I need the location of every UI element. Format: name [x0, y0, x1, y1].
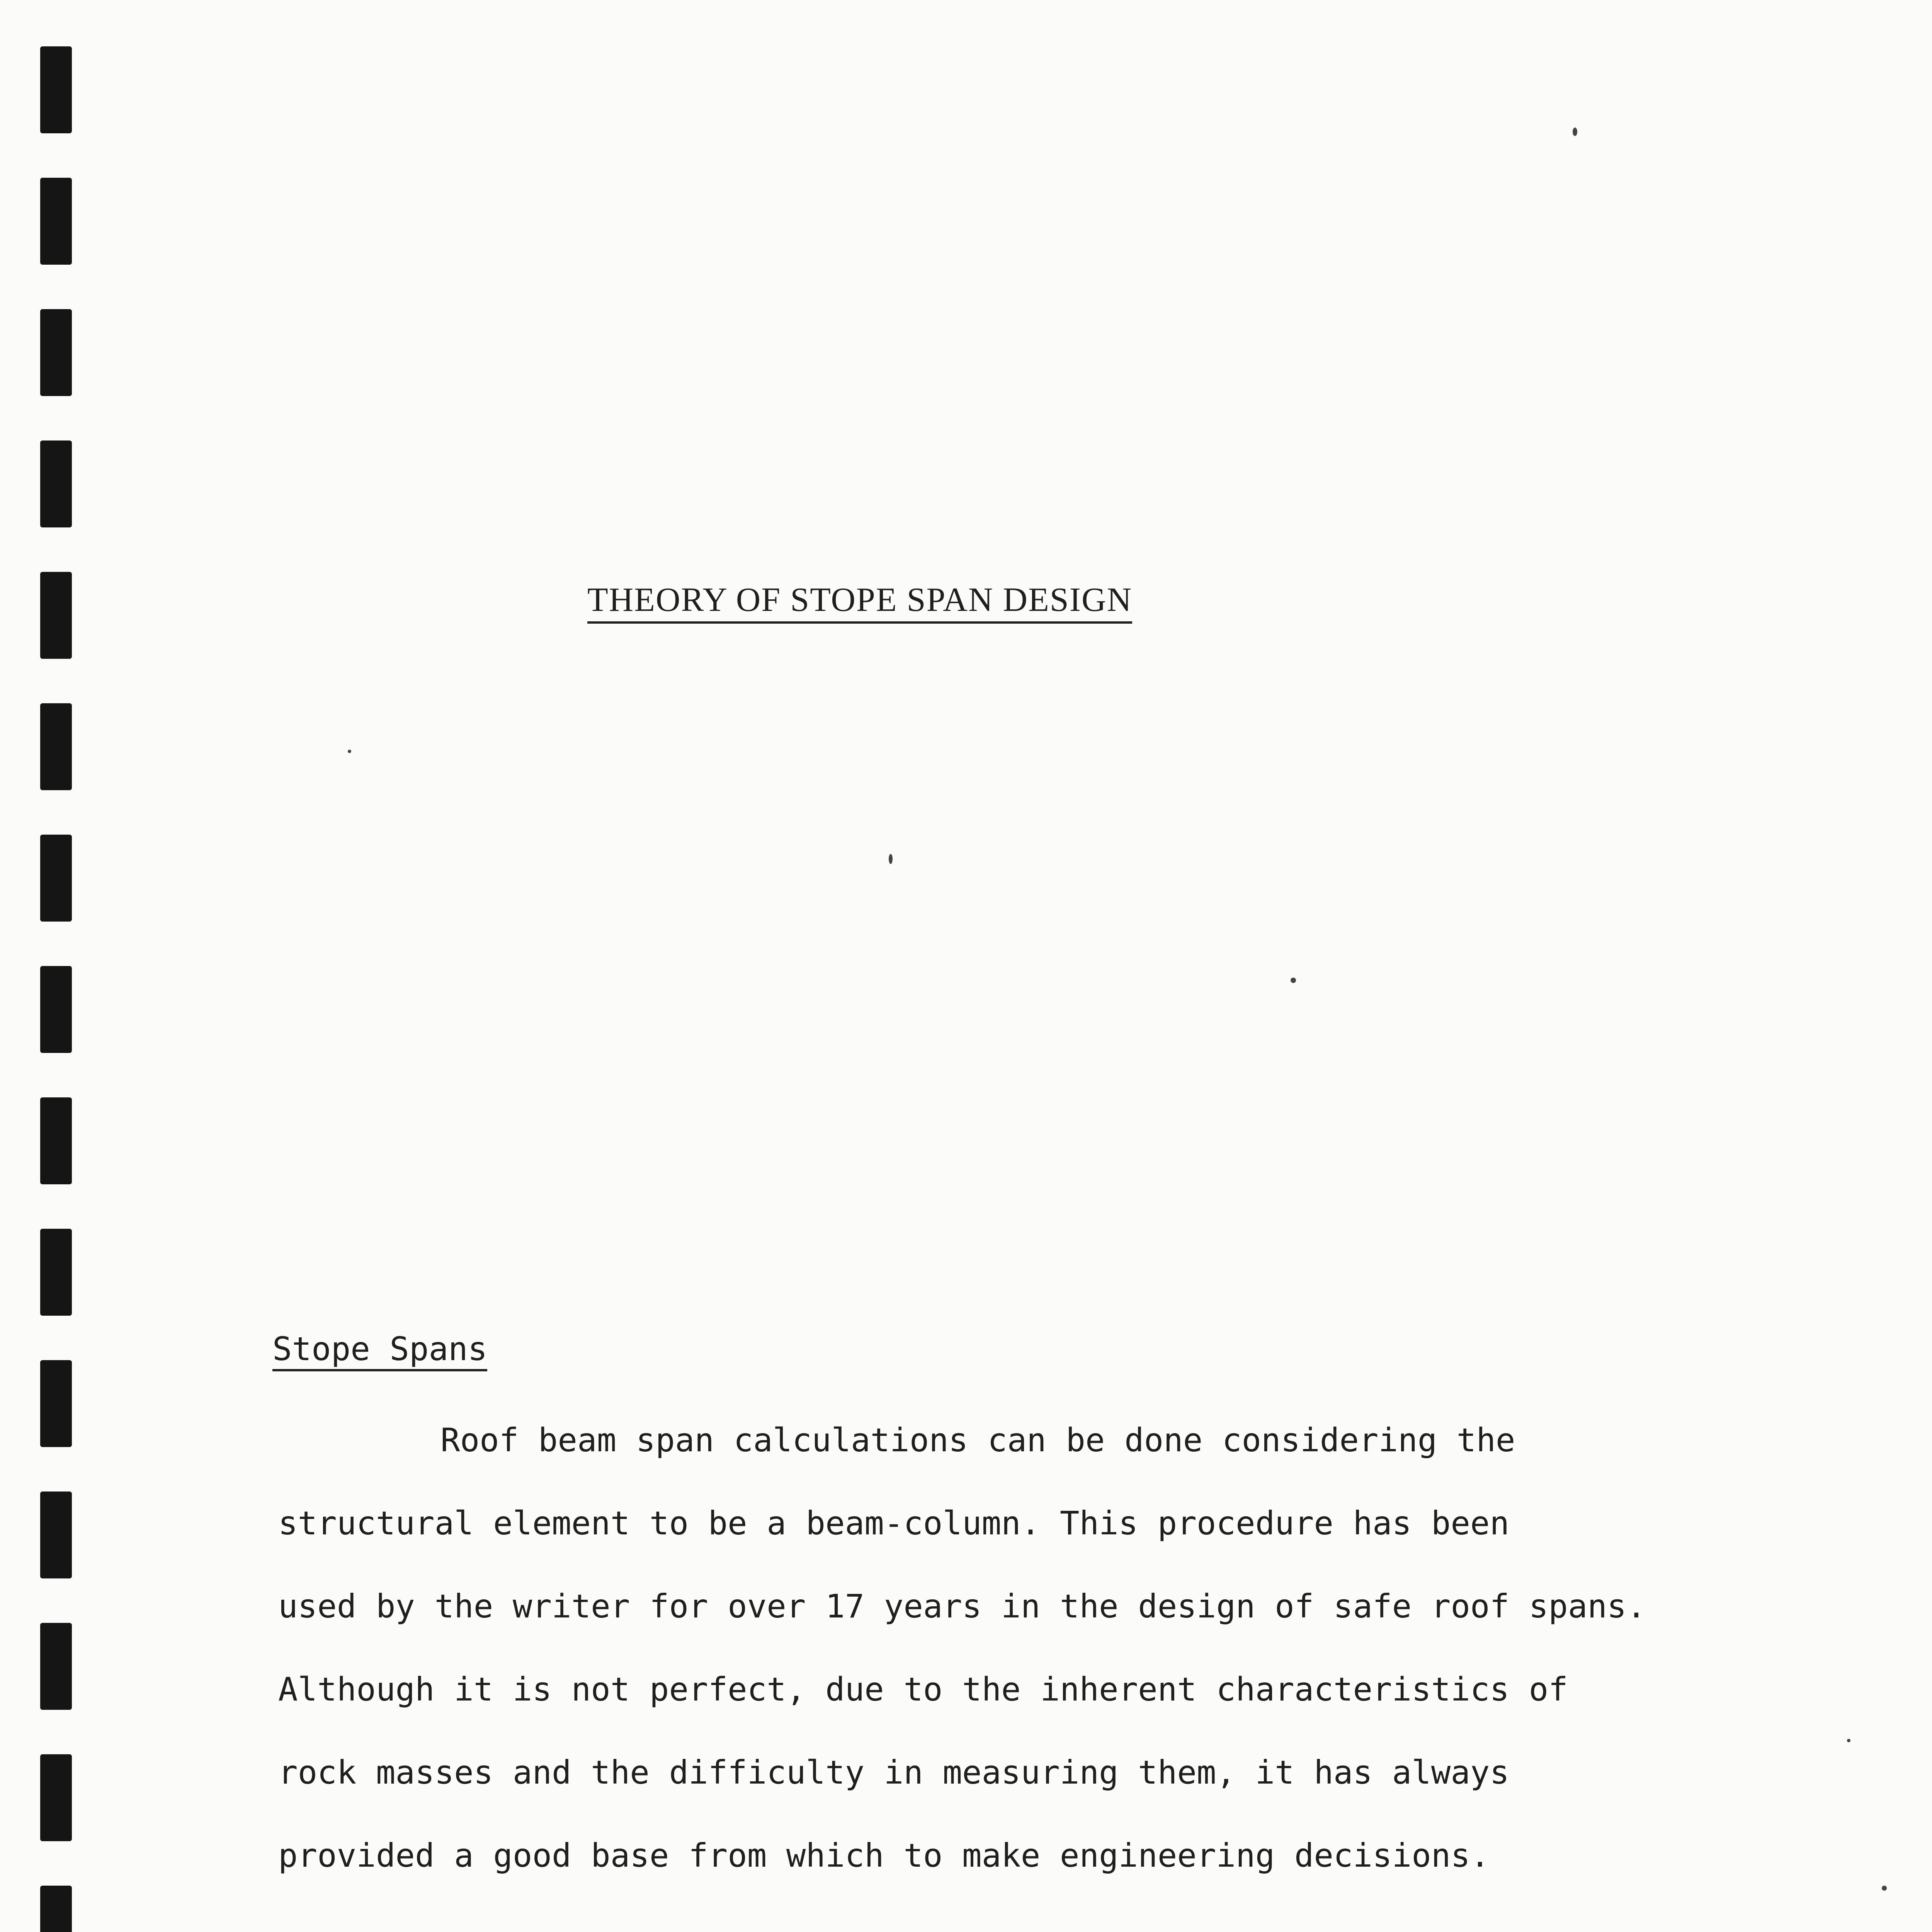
paragraph-line: Roof beam span calculations can be done considering the	[440, 1421, 1515, 1459]
binder-hole-mark	[40, 1492, 72, 1578]
paragraph-stope-spans	[278, 1399, 1646, 1897]
binder-hole-mark	[40, 440, 72, 527]
binder-hole-mark	[40, 46, 72, 133]
paragraph-line: used by the writer for over 17 years in the design of safe roof spans.	[278, 1587, 1646, 1625]
paragraph-line: Although it is not perfect, due to the inherent characteristics of	[278, 1670, 1568, 1708]
binder-hole-mark	[40, 309, 72, 396]
scan-speck	[1882, 1886, 1887, 1891]
scan-speck	[348, 750, 351, 753]
scan-speck	[1573, 128, 1577, 136]
binder-hole-mark	[40, 1754, 72, 1841]
section-heading-stope-spans: Stope Spans	[272, 1331, 487, 1371]
binder-hole-mark	[40, 1360, 72, 1447]
scan-speck	[889, 854, 893, 864]
paragraph-line: provided a good base from which to make engineering decisions.	[278, 1837, 1490, 1874]
binder-hole-mark	[40, 572, 72, 659]
binder-hole-mark	[40, 1229, 72, 1316]
binder-hole-mark	[40, 178, 72, 265]
scan-speck	[1847, 1739, 1850, 1742]
binder-hole-mark	[40, 1097, 72, 1184]
paragraph-line: rock masses and the difficulty in measuring them, it has always	[278, 1753, 1510, 1791]
paragraph-line: structural element to be a beam-column. This procedure has been	[278, 1504, 1510, 1542]
binder-hole-mark	[40, 835, 72, 922]
binder-hole-mark	[40, 1623, 72, 1710]
page-title: THEORY OF STOPE SPAN DESIGN	[587, 582, 1132, 624]
binder-hole-mark	[40, 1886, 72, 1932]
binder-hole-mark	[40, 966, 72, 1053]
scan-speck	[1291, 978, 1296, 983]
binder-hole-mark	[40, 703, 72, 790]
